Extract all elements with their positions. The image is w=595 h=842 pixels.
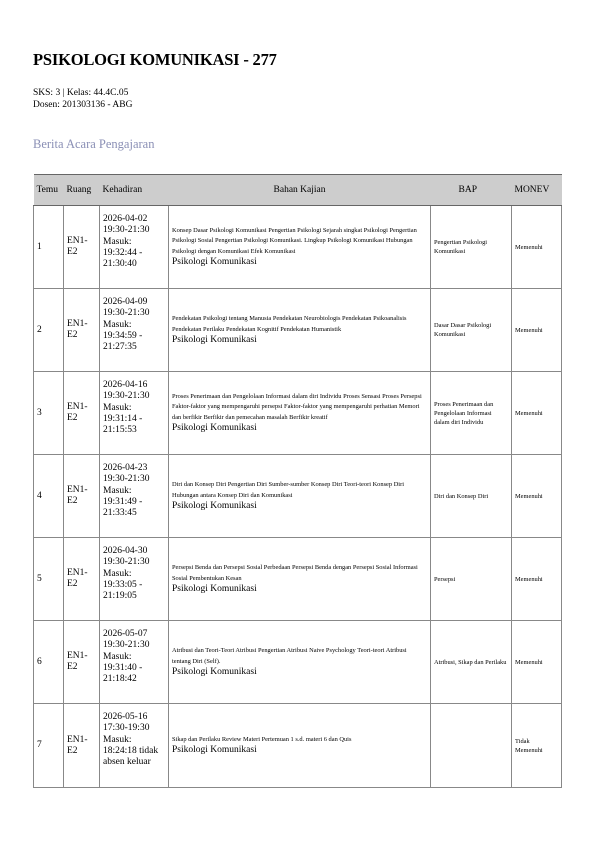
row-time: 19:30-21:30 bbox=[103, 391, 150, 402]
course-sks-kelas: SKS: 3 | Kelas: 44.4C.05 bbox=[33, 88, 129, 98]
table-header-row bbox=[34, 175, 562, 206]
row-matkul: Psikologi Komunikasi bbox=[172, 745, 257, 756]
row-bap: Proses Penerimaan dan Pengelolaan Informasi dalam diri Individu bbox=[431, 372, 512, 455]
row-monev: Memenuhi bbox=[512, 538, 562, 621]
row-kehadiran bbox=[100, 289, 169, 372]
row-monev: Memenuhi bbox=[512, 372, 562, 455]
row-masuk-label: Masuk: bbox=[103, 651, 132, 662]
row-time: 19:30-21:30 bbox=[103, 557, 150, 568]
row-ruang: EN1-E2 bbox=[64, 206, 100, 289]
row-ruang: EN1-E2 bbox=[64, 455, 100, 538]
header-bahan-kajian: Bahan Kajian bbox=[169, 175, 431, 206]
row-kehadiran bbox=[100, 538, 169, 621]
table-row bbox=[34, 621, 562, 704]
row-bahan-kajian bbox=[169, 704, 431, 788]
row-masuk-label: Masuk: bbox=[103, 402, 132, 413]
row-kehadiran bbox=[100, 206, 169, 289]
row-monev: Tidak Memenuhi bbox=[512, 704, 562, 788]
row-monev: Memenuhi bbox=[512, 621, 562, 704]
row-masuk-label: Masuk: bbox=[103, 236, 132, 247]
table-row bbox=[34, 372, 562, 455]
row-masuk-time: 19:32:44 - 21:30:40 bbox=[103, 247, 143, 270]
row-temu: 3 bbox=[34, 372, 64, 455]
header-kehadiran: Kehadiran bbox=[100, 175, 169, 206]
row-kehadiran bbox=[100, 704, 169, 788]
row-bap bbox=[431, 704, 512, 788]
row-bap: Persepsi bbox=[431, 538, 512, 621]
row-date: 2026-05-16 bbox=[103, 712, 148, 722]
row-matkul: Psikologi Komunikasi bbox=[172, 584, 257, 594]
row-matkul: Psikologi Komunikasi bbox=[172, 335, 257, 345]
row-matkul: Psikologi Komunikasi bbox=[172, 423, 257, 434]
row-bahan-kajian bbox=[169, 621, 431, 704]
row-ruang: EN1-E2 bbox=[64, 289, 100, 372]
row-ruang: EN1-E2 bbox=[64, 538, 100, 621]
row-monev: Memenuhi bbox=[512, 289, 562, 372]
row-date: 2026-04-09 bbox=[103, 297, 148, 307]
row-temu: 7 bbox=[34, 704, 64, 788]
row-bahan-kajian bbox=[169, 289, 431, 372]
row-bahan-kajian bbox=[169, 455, 431, 538]
row-bap: Pengertian Psikologi Komunikasi bbox=[431, 206, 512, 289]
table-row bbox=[34, 289, 562, 372]
row-masuk-time: 19:31:49 - 21:33:45 bbox=[103, 496, 143, 519]
row-time: 19:30-21:30 bbox=[103, 640, 150, 651]
table-row bbox=[34, 704, 562, 788]
header-bap: BAP bbox=[431, 175, 512, 206]
row-masuk-label: Masuk: bbox=[103, 734, 132, 745]
row-masuk-label: Masuk: bbox=[103, 568, 132, 579]
row-time: 17:30-19:30 bbox=[103, 723, 150, 734]
row-date: 2026-04-16 bbox=[103, 380, 148, 390]
row-masuk-time: 19:31:14 - 21:15:53 bbox=[103, 413, 143, 436]
row-bahan-text: Atribusi dan Teori-Teori Atribusi Pengertian Atribusi Naive Psychology Teori-teori Atribusi tentang Diri (Self). bbox=[172, 647, 407, 665]
row-bahan-text: Pendekatan Psikologi tentang Manusia Pendekatan Neurobiologis Pendekatan Psikoanalisis Pendekatan Perilaku Pendekatan Kognitif Pendekatan Humanistik bbox=[172, 315, 407, 333]
section-title: Berita Acara Pengajaran bbox=[33, 137, 155, 151]
row-temu: 6 bbox=[34, 621, 64, 704]
table-row bbox=[34, 538, 562, 621]
row-ruang: EN1-E2 bbox=[64, 372, 100, 455]
bap-table bbox=[33, 174, 562, 788]
row-matkul: Psikologi Komunikasi bbox=[172, 501, 257, 511]
row-matkul: Psikologi Komunikasi bbox=[172, 667, 257, 677]
row-bahan-kajian bbox=[169, 538, 431, 621]
row-kehadiran bbox=[100, 372, 169, 455]
table-row bbox=[34, 455, 562, 538]
row-date: 2026-05-07 bbox=[103, 629, 148, 639]
header-ruang: Ruang bbox=[64, 175, 100, 206]
row-bahan-kajian bbox=[169, 372, 431, 455]
row-masuk-time: 19:33:05 - 21:19:05 bbox=[103, 579, 143, 602]
row-masuk-label: Masuk: bbox=[103, 485, 132, 496]
row-temu: 2 bbox=[34, 289, 64, 372]
row-kehadiran bbox=[100, 455, 169, 538]
row-temu: 5 bbox=[34, 538, 64, 621]
row-time: 19:30-21:30 bbox=[103, 308, 150, 319]
course-title: PSIKOLOGI KOMUNIKASI - 277 bbox=[33, 50, 277, 69]
row-bahan-kajian bbox=[169, 206, 431, 289]
header-temu: Temu bbox=[34, 175, 64, 206]
row-masuk-label: Masuk: bbox=[103, 319, 132, 330]
row-bap: Atribusi, Sikap dan Perilaku bbox=[431, 621, 512, 704]
row-monev: Memenuhi bbox=[512, 206, 562, 289]
row-ruang: EN1-E2 bbox=[64, 621, 100, 704]
row-bahan-text: Diri dan Konsep Diri Pengertian Diri Sumber-sumber Konsep Diri Teori-teori Konsep Diri Hubungan antara Konsep Diri dan Komunikasi bbox=[172, 481, 404, 499]
row-temu: 4 bbox=[34, 455, 64, 538]
header-monev: MONEV bbox=[512, 175, 562, 206]
row-bahan-text: Sikap dan Perilaku Review Materi Pertemuan 1 s.d. materi 6 dan Quis bbox=[172, 735, 352, 743]
row-ruang: EN1-E2 bbox=[64, 704, 100, 788]
row-matkul: Psikologi Komunikasi bbox=[172, 257, 257, 268]
row-bahan-text: Proses Penerimaan dan Pengelolaan Informasi dalam diri Individu Proses Sensasi Proses Persepsi Faktor-faktor yang mempengaruhi persepsi Faktor-faktor yang mempengaruhi perhatian Memori dan berfikir Berfikir dan pemecahan masalah Berfikir kreatif bbox=[172, 392, 422, 421]
row-monev: Memenuhi bbox=[512, 455, 562, 538]
row-date: 2026-04-02 bbox=[103, 214, 148, 224]
row-kehadiran bbox=[100, 621, 169, 704]
row-date: 2026-04-23 bbox=[103, 463, 148, 473]
row-time: 19:30-21:30 bbox=[103, 225, 150, 236]
row-bap: Dasar Dasar Psikologi Komunikasi bbox=[431, 289, 512, 372]
row-bahan-text: Persepsi Benda dan Persepsi Sosial Perbedaan Persepsi Benda dengan Persepsi Sosial Informasi Sosial Pembentukan Kesan bbox=[172, 564, 418, 582]
row-masuk-time: 19:31:40 - 21:18:42 bbox=[103, 662, 143, 685]
row-temu: 1 bbox=[34, 206, 64, 289]
row-bap: Diri dan Konsep Diri bbox=[431, 455, 512, 538]
row-time: 19:30-21:30 bbox=[103, 474, 150, 485]
row-masuk-time: 19:34:59 - 21:27:35 bbox=[103, 330, 143, 353]
course-dosen: Dosen: 201303136 - ABG bbox=[33, 100, 133, 110]
row-date: 2026-04-30 bbox=[103, 546, 148, 556]
table-row bbox=[34, 206, 562, 289]
row-masuk-time: 18:24:18 tidak absen keluar bbox=[103, 745, 159, 768]
row-bahan-text: Konsep Dasar Psikologi Komunikasi Pengertian Psikologi Sejarah singkat Psikologi Pengertian Psikologi Sosial Pengertian Psikologi Komunikasi. Lingkup Psikologi Komunikasi Hubungan Psikologi dengan Komunikasi Efek Komunikasi bbox=[172, 226, 417, 255]
